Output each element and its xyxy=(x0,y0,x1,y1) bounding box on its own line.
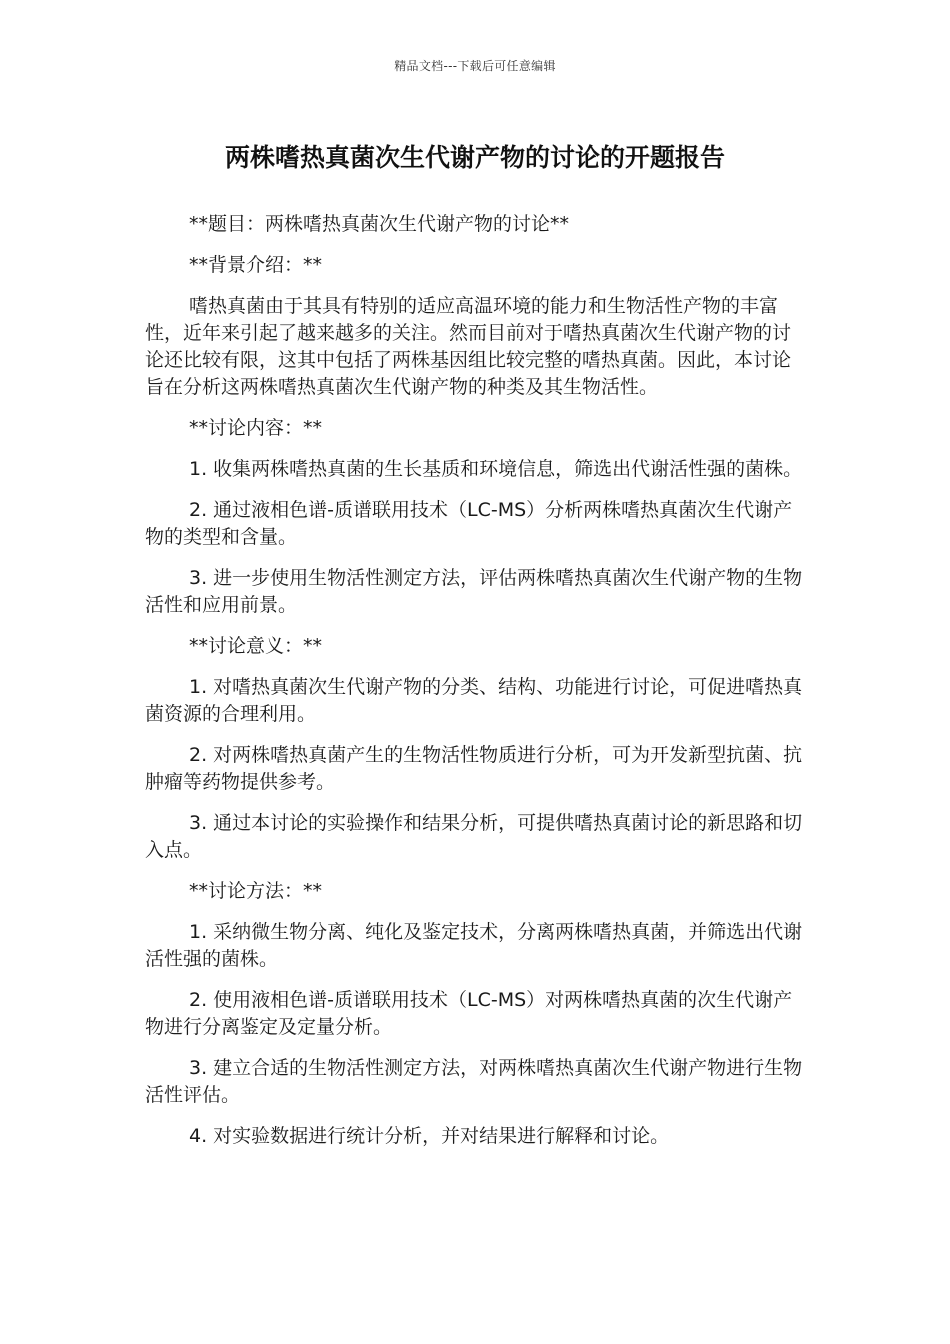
content-item-1: 1. 收集两株嗜热真菌的生长基质和环境信息，筛选出代谢活性强的菌株。 xyxy=(189,458,803,480)
significance-item-1: 1. 对嗜热真菌次生代谢产物的分类、结构、功能进行讨论，可促进嗜热真菌资源的合理利用。 xyxy=(145,676,803,725)
document-title: 两株嗜热真菌次生代谢产物的讨论的开题报告 xyxy=(224,143,725,172)
heading-background: **背景介绍：** xyxy=(189,254,323,276)
method-item-4: 4. 对实验数据进行统计分析，并对结果进行解释和讨论。 xyxy=(189,1125,670,1147)
content-item-3: 3. 进一步使用生物活性测定方法，评估两株嗜热真菌次生代谢产物的生物活性和应用前景。 xyxy=(145,567,803,616)
significance-item-2: 2. 对两株嗜热真菌产生的生物活性物质进行分析，可为开发新型抗菌、抗肿瘤等药物提供参考。 xyxy=(145,744,803,793)
method-item-3: 3. 建立合适的生物活性测定方法，对两株嗜热真菌次生代谢产物进行生物活性评估。 xyxy=(145,1057,803,1106)
document-body xyxy=(145,211,808,1164)
method-item-2: 2. 使用液相色谱-质谱联用技术（LC-MS）对两株嗜热真菌的次生代谢产物进行分离鉴定及定量分析。 xyxy=(145,989,793,1038)
method-item-1: 1. 采纳微生物分离、纯化及鉴定技术，分离两株嗜热真菌，并筛选出代谢活性强的菌株。 xyxy=(145,921,803,970)
heading-significance: **讨论意义：** xyxy=(189,635,323,657)
heading-content: **讨论内容：** xyxy=(189,417,323,439)
heading-methods: **讨论方法：** xyxy=(189,880,323,902)
content-item-2: 2. 通过液相色谱-质谱联用技术（LC-MS）分析两株嗜热真菌次生代谢产物的类型和含量。 xyxy=(145,499,793,548)
significance-item-3: 3. 通过本讨论的实验操作和结果分析，可提供嗜热真菌讨论的新思路和切入点。 xyxy=(145,812,803,861)
header-note: 精品文档---下载后可任意编辑 xyxy=(394,59,556,73)
paragraph-background: 嗜热真菌由于其具有特别的适应高温环境的能力和生物活性产物的丰富性，近年来引起了越来越多的关注。然而目前对于嗜热真菌次生代谢产物的讨论还比较有限，这其中包括了两株基因组比较完整的嗜热真菌。因此，本讨论旨在分析这两株嗜热真菌次生代谢产物的种类及其生物活性。 xyxy=(145,295,792,398)
paragraph-topic: **题目：两株嗜热真菌次生代谢产物的讨论** xyxy=(189,213,570,235)
